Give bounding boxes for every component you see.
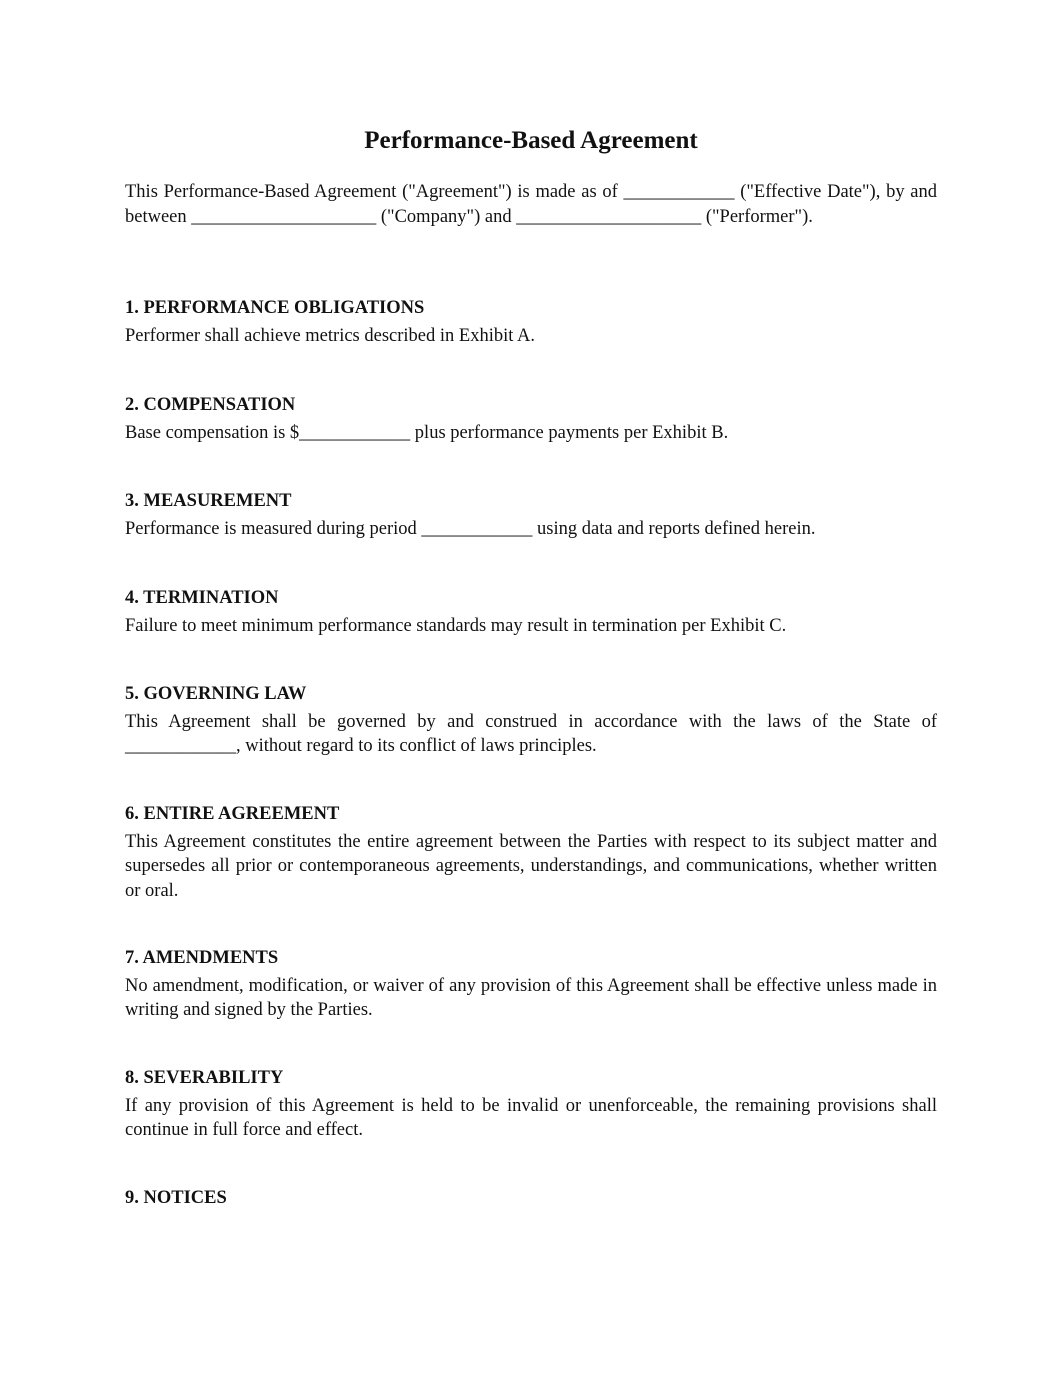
section-measurement (125, 489, 937, 541)
section-heading: 4. TERMINATION (125, 588, 279, 608)
intro-paragraph: This Performance-Based Agreement ("Agreement") is made as of ____________ ("Effective Date"), by and between ____________________ ("Company") and ____________________ ("Performer"). (125, 182, 937, 227)
section-severability (125, 1066, 937, 1143)
section-body: Failure to meet minimum performance standards may result in termination per Exhibit C. (125, 615, 787, 636)
section-body: This Agreement shall be governed by and construed in accordance with the laws of the State of ____________, without regard to its conflict of laws principles. (125, 711, 937, 756)
section-governing-law (125, 682, 937, 759)
section-compensation (125, 393, 937, 445)
section-heading: 6. ENTIRE AGREEMENT (125, 804, 340, 824)
document-title: Performance-Based Agreement (364, 127, 698, 154)
section-body: Performer shall achieve metrics described in Exhibit A. (125, 325, 535, 346)
section-body: No amendment, modification, or waiver of any provision of this Agreement shall be effective unless made in writing and signed by the Parties. (125, 975, 937, 1020)
section-body: This Agreement constitutes the entire agreement between the Parties with respect to its subject matter and supersedes all prior or contemporaneous agreements, understandings, and communications, whether written or oral. (125, 831, 937, 901)
section-amendments (125, 946, 937, 1023)
section-heading: 1. PERFORMANCE OBLIGATIONS (125, 298, 425, 318)
section-performance-obligations (125, 296, 937, 348)
section-notices (125, 1186, 937, 1211)
section-heading: 5. GOVERNING LAW (125, 684, 307, 704)
section-body: Base compensation is $____________ plus performance payments per Exhibit B. (125, 422, 729, 443)
section-termination (125, 586, 937, 638)
section-heading: 3. MEASUREMENT (125, 491, 292, 511)
section-entire-agreement (125, 802, 937, 903)
section-heading: 8. SEVERABILITY (125, 1068, 284, 1088)
section-heading: 7. AMENDMENTS (125, 948, 279, 968)
section-heading: 9. NOTICES (125, 1188, 227, 1208)
section-body: If any provision of this Agreement is held to be invalid or unenforceable, the remaining provisions shall continue in full force and effect. (125, 1095, 937, 1140)
section-body: Performance is measured during period ____________ using data and reports defined herein. (125, 518, 816, 539)
section-heading: 2. COMPENSATION (125, 395, 296, 415)
